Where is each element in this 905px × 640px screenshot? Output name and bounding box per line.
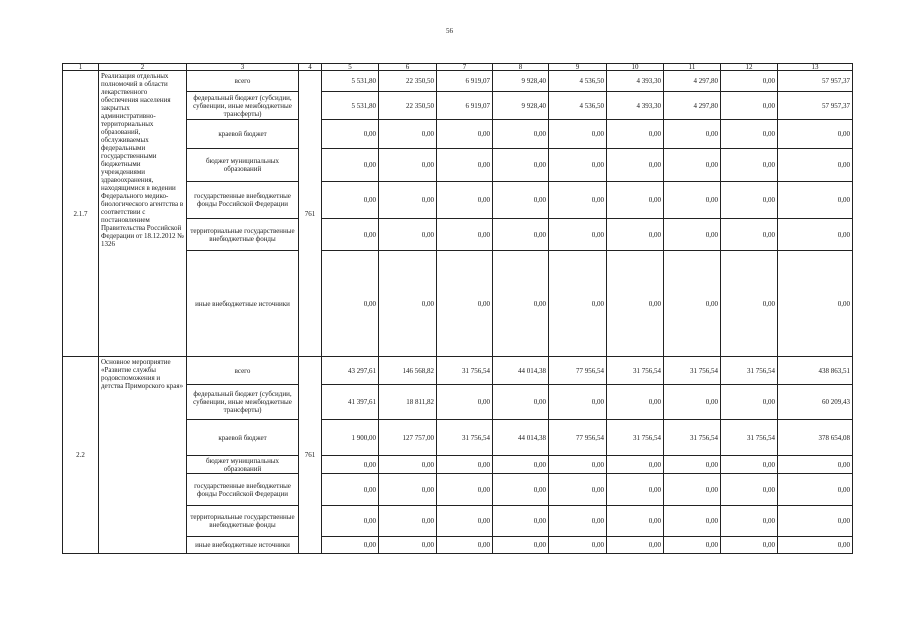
amount-cell: 0,00 (437, 120, 493, 149)
column-number: 9 (549, 64, 607, 71)
amount-cell: 0,00 (664, 120, 721, 149)
amount-cell: 31 756,54 (664, 357, 721, 385)
funding-source: краевой бюджет (187, 120, 299, 149)
column-number: 3 (187, 64, 299, 71)
amount-cell: 0,00 (607, 219, 664, 251)
funding-source: государственные внебюджетные фонды Российской Федерации (187, 474, 299, 506)
amount-cell: 0,00 (549, 385, 607, 420)
amount-cell: 0,00 (437, 537, 493, 554)
amount-cell: 0,00 (607, 149, 664, 182)
amount-cell: 0,00 (549, 182, 607, 219)
amount-cell: 0,00 (549, 537, 607, 554)
amount-cell: 22 350,50 (379, 92, 437, 120)
amount-cell: 4 297,80 (664, 71, 721, 92)
amount-cell: 0,00 (549, 149, 607, 182)
amount-cell: 0,00 (607, 251, 664, 357)
amount-cell: 31 756,54 (607, 357, 664, 385)
amount-cell: 60 209,43 (778, 385, 853, 420)
amount-cell: 0,00 (379, 149, 437, 182)
amount-cell: 0,00 (607, 456, 664, 474)
column-number: 5 (322, 64, 379, 71)
amount-cell: 22 350,50 (379, 71, 437, 92)
amount-cell: 31 756,54 (437, 357, 493, 385)
amount-cell: 0,00 (322, 219, 379, 251)
amount-cell: 0,00 (493, 149, 549, 182)
amount-cell: 0,00 (607, 182, 664, 219)
amount-cell: 0,00 (437, 385, 493, 420)
amount-cell: 0,00 (664, 474, 721, 506)
amount-cell: 31 756,54 (437, 420, 493, 456)
amount-cell: 4 536,50 (549, 71, 607, 92)
amount-cell: 0,00 (379, 506, 437, 537)
column-number: 10 (607, 64, 664, 71)
amount-cell: 0,00 (721, 537, 778, 554)
amount-cell: 0,00 (549, 120, 607, 149)
amount-cell: 0,00 (437, 456, 493, 474)
amount-cell: 1 900,00 (322, 420, 379, 456)
amount-cell: 0,00 (322, 537, 379, 554)
amount-cell: 0,00 (549, 251, 607, 357)
column-number: 13 (778, 64, 853, 71)
responsible-code: 761 (299, 357, 322, 554)
amount-cell: 0,00 (664, 506, 721, 537)
amount-cell: 0,00 (778, 182, 853, 219)
amount-cell: 44 014,38 (493, 357, 549, 385)
amount-cell: 0,00 (493, 385, 549, 420)
amount-cell: 0,00 (493, 182, 549, 219)
responsible-code: 761 (299, 71, 322, 357)
section-number: 2.2 (63, 357, 99, 554)
amount-cell: 4 393,30 (607, 71, 664, 92)
amount-cell: 18 811,82 (379, 385, 437, 420)
amount-cell: 31 756,54 (721, 357, 778, 385)
amount-cell: 0,00 (322, 456, 379, 474)
amount-cell: 4 297,80 (664, 92, 721, 120)
amount-cell: 0,00 (664, 537, 721, 554)
amount-cell: 0,00 (664, 182, 721, 219)
amount-cell: 0,00 (322, 506, 379, 537)
amount-cell: 127 757,00 (379, 420, 437, 456)
amount-cell: 0,00 (379, 182, 437, 219)
amount-cell: 41 397,61 (322, 385, 379, 420)
section-name: Реализация отдельных полномочий в области лекарственного обеспечения населения закрытых административно-территориальных образований, обслуживаемых федеральными государственными бюджетными учреждениями здравоохранения, находящимися в ведении Федерального медико-биологического агентства в соответствии с постановлением Правительства Российской Федерации от 18.12.2012 № 1326 (99, 71, 187, 357)
amount-cell: 0,00 (721, 92, 778, 120)
amount-cell: 0,00 (607, 120, 664, 149)
funding-source: краевой бюджет (187, 420, 299, 456)
amount-cell: 0,00 (437, 474, 493, 506)
amount-cell: 0,00 (549, 456, 607, 474)
funding-source: всего (187, 71, 299, 92)
funding-source: иные внебюджетные источники (187, 537, 299, 554)
amount-cell: 4 393,30 (607, 92, 664, 120)
amount-cell: 0,00 (664, 219, 721, 251)
amount-cell: 77 956,54 (549, 420, 607, 456)
amount-cell: 0,00 (778, 149, 853, 182)
amount-cell: 0,00 (493, 537, 549, 554)
funding-source: федеральный бюджет (субсидии, субвенции, иные межбюджетные трансферты) (187, 385, 299, 420)
amount-cell: 0,00 (437, 251, 493, 357)
column-number: 4 (299, 64, 322, 71)
amount-cell: 0,00 (549, 474, 607, 506)
amount-cell: 378 654,08 (778, 420, 853, 456)
funding-source: иные внебюджетные источники (187, 251, 299, 357)
amount-cell: 31 756,54 (721, 420, 778, 456)
column-number: 2 (99, 64, 187, 71)
amount-cell: 0,00 (664, 251, 721, 357)
amount-cell: 0,00 (721, 506, 778, 537)
column-number-row (63, 64, 853, 71)
amount-cell: 0,00 (322, 251, 379, 357)
amount-cell: 0,00 (437, 182, 493, 219)
amount-cell: 146 568,82 (379, 357, 437, 385)
amount-cell: 0,00 (778, 219, 853, 251)
amount-cell: 0,00 (322, 182, 379, 219)
amount-cell: 0,00 (721, 219, 778, 251)
amount-cell: 0,00 (379, 537, 437, 554)
amount-cell: 0,00 (721, 149, 778, 182)
amount-cell: 0,00 (607, 506, 664, 537)
amount-cell: 0,00 (493, 219, 549, 251)
amount-cell: 0,00 (664, 456, 721, 474)
amount-cell: 0,00 (322, 474, 379, 506)
funding-source: территориальные государственные внебюджетные фонды (187, 219, 299, 251)
amount-cell: 0,00 (322, 149, 379, 182)
funding-source: бюджет муниципальных образований (187, 149, 299, 182)
amount-cell: 0,00 (379, 120, 437, 149)
amount-cell: 0,00 (721, 456, 778, 474)
amount-cell: 0,00 (607, 385, 664, 420)
column-number: 8 (493, 64, 549, 71)
amount-cell: 0,00 (721, 71, 778, 92)
funding-source: территориальные государственные внебюджетные фонды (187, 506, 299, 537)
amount-cell: 57 957,37 (778, 92, 853, 120)
amount-cell: 0,00 (778, 456, 853, 474)
amount-cell: 0,00 (664, 385, 721, 420)
amount-cell: 0,00 (493, 474, 549, 506)
amount-cell: 57 957,37 (778, 71, 853, 92)
amount-cell: 9 928,40 (493, 92, 549, 120)
amount-cell: 0,00 (322, 120, 379, 149)
amount-cell: 0,00 (778, 537, 853, 554)
amount-cell: 0,00 (549, 219, 607, 251)
amount-cell: 438 863,51 (778, 357, 853, 385)
amount-cell: 0,00 (721, 182, 778, 219)
budget-table (62, 63, 853, 554)
amount-cell: 0,00 (379, 219, 437, 251)
amount-cell: 0,00 (664, 149, 721, 182)
amount-cell: 0,00 (778, 120, 853, 149)
funding-source: всего (187, 357, 299, 385)
table-row (63, 71, 853, 92)
amount-cell: 9 928,40 (493, 71, 549, 92)
funding-source: федеральный бюджет (субсидии, субвенции, иные межбюджетные трансферты) (187, 92, 299, 120)
amount-cell: 0,00 (379, 251, 437, 357)
amount-cell: 0,00 (437, 219, 493, 251)
amount-cell: 0,00 (721, 120, 778, 149)
amount-cell: 0,00 (493, 506, 549, 537)
amount-cell: 0,00 (379, 474, 437, 506)
amount-cell: 0,00 (721, 474, 778, 506)
table-row (63, 357, 853, 385)
amount-cell: 5 531,80 (322, 92, 379, 120)
amount-cell: 43 297,61 (322, 357, 379, 385)
amount-cell: 4 536,50 (549, 92, 607, 120)
column-number: 11 (664, 64, 721, 71)
amount-cell: 0,00 (549, 506, 607, 537)
amount-cell: 6 919,07 (437, 71, 493, 92)
amount-cell: 0,00 (437, 149, 493, 182)
column-number: 6 (379, 64, 437, 71)
amount-cell: 0,00 (778, 506, 853, 537)
amount-cell: 0,00 (493, 120, 549, 149)
amount-cell: 31 756,54 (664, 420, 721, 456)
amount-cell: 0,00 (778, 474, 853, 506)
amount-cell: 0,00 (437, 506, 493, 537)
amount-cell: 0,00 (379, 456, 437, 474)
section-number: 2.1.7 (63, 71, 99, 357)
amount-cell: 0,00 (607, 474, 664, 506)
column-number: 7 (437, 64, 493, 71)
column-number: 1 (63, 64, 99, 71)
funding-source: государственные внебюджетные фонды Российской Федерации (187, 182, 299, 219)
amount-cell: 6 919,07 (437, 92, 493, 120)
column-number: 12 (721, 64, 778, 71)
page-number: 56 (446, 27, 453, 35)
amount-cell: 0,00 (493, 456, 549, 474)
amount-cell: 0,00 (721, 385, 778, 420)
funding-source: бюджет муниципальных образований (187, 456, 299, 474)
amount-cell: 44 014,38 (493, 420, 549, 456)
amount-cell: 5 531,80 (322, 71, 379, 92)
amount-cell: 0,00 (778, 251, 853, 357)
amount-cell: 0,00 (493, 251, 549, 357)
section-name: Основное мероприятие «Развитие службы родовспоможения и детства Приморского края» (99, 357, 187, 554)
amount-cell: 77 956,54 (549, 357, 607, 385)
amount-cell: 0,00 (607, 537, 664, 554)
amount-cell: 0,00 (721, 251, 778, 357)
amount-cell: 31 756,54 (607, 420, 664, 456)
